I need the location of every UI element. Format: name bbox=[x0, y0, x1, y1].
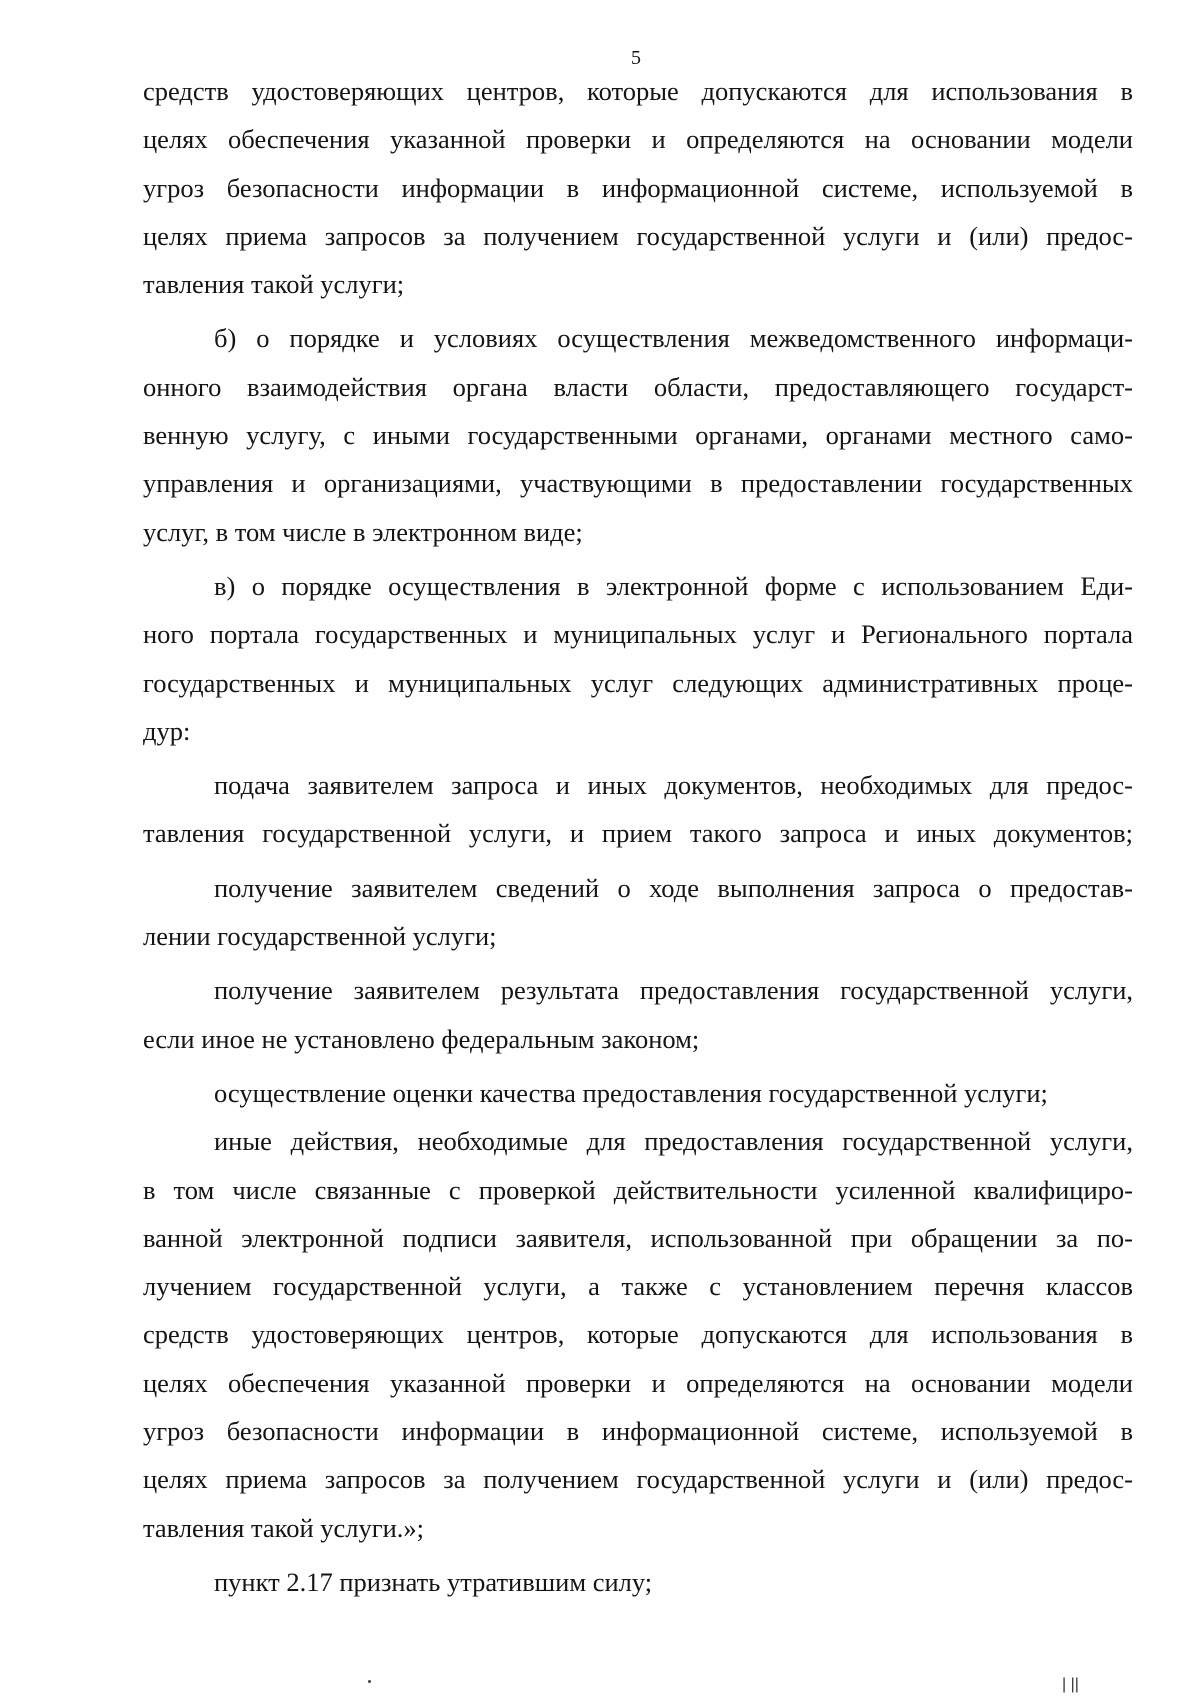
footer-mark: | || bbox=[1062, 1676, 1079, 1693]
text-line: угроз безопасности информации в информационной системе, используемой в bbox=[143, 1416, 1133, 1447]
page-number: 5 bbox=[631, 47, 641, 69]
text-line: средств удостоверяющих центров, которые допускаются для использования в bbox=[143, 76, 1133, 106]
text-line: в) о порядке осуществления в электронной форме с использованием Еди- bbox=[214, 570, 1133, 601]
text-line: управления и организациями, участвующими в предоставлении государственных bbox=[143, 468, 1133, 499]
text-line: ванной электронной подписи заявителя, использованной при обращении за по- bbox=[143, 1222, 1133, 1253]
text-line: б) о порядке и условиях осуществления межведомственного информаци- bbox=[214, 323, 1133, 354]
text-line: тавления государственной услуги, и прием такого запроса и иных документов; bbox=[143, 818, 1133, 849]
text-line: услуг, в том числе в электронном виде; bbox=[143, 516, 583, 547]
text-line: дур: bbox=[143, 715, 191, 746]
text-line: пункт 2.17 признать утратившим силу; bbox=[214, 1566, 653, 1597]
text-line: целях приема запросов за получением государственной услуги и (или) предос- bbox=[143, 1464, 1133, 1495]
text-line: лении государственной услуги; bbox=[143, 921, 497, 952]
scan-speck bbox=[368, 1680, 371, 1683]
text-line: целях обеспечения указанной проверки и определяются на основании модели bbox=[143, 1367, 1133, 1398]
text-line: целях обеспечения указанной проверки и определяются на основании модели bbox=[143, 124, 1133, 155]
text-line: иные действия, необходимые для предоставления государственной услуги, bbox=[214, 1126, 1133, 1157]
text-line: тавления такой услуги.»; bbox=[143, 1512, 425, 1543]
text-line: лучением государственной услуги, а также с установлением перечня классов bbox=[143, 1271, 1133, 1302]
text-line: государственных и муниципальных услуг следующих административных проце- bbox=[143, 667, 1133, 698]
text-line: получение заявителем результата предоставления государственной услуги, bbox=[214, 975, 1133, 1006]
text-line: целях приема запросов за получением государственной услуги и (или) предос- bbox=[143, 220, 1133, 251]
document-body bbox=[143, 67, 1133, 1606]
text-line: осуществление оценки качества предоставления государственной услуги; bbox=[214, 1077, 1048, 1108]
text-line: ного портала государственных и муниципальных услуг и Регионального портала bbox=[143, 619, 1133, 650]
text-line: угроз безопасности информации в информационной системе, используемой в bbox=[143, 172, 1133, 203]
text-line: если иное не установлено федеральным законом; bbox=[143, 1023, 700, 1054]
text-line: подача заявителем запроса и иных документов, необходимых для предос- bbox=[214, 770, 1133, 801]
text-line: в том числе связанные с проверкой действительности усиленной квалифициро- bbox=[143, 1174, 1133, 1205]
text-line: средств удостоверяющих центров, которые допускаются для использования в bbox=[143, 1319, 1133, 1350]
text-line: онного взаимодействия органа власти области, предоставляющего государст- bbox=[143, 371, 1133, 402]
text-line: венную услугу, с иными государственными органами, органами местного само- bbox=[143, 420, 1133, 451]
text-line: тавления такой услуги; bbox=[143, 269, 405, 300]
text-line: получение заявителем сведений о ходе выполнения запроса о предостав- bbox=[214, 872, 1133, 903]
